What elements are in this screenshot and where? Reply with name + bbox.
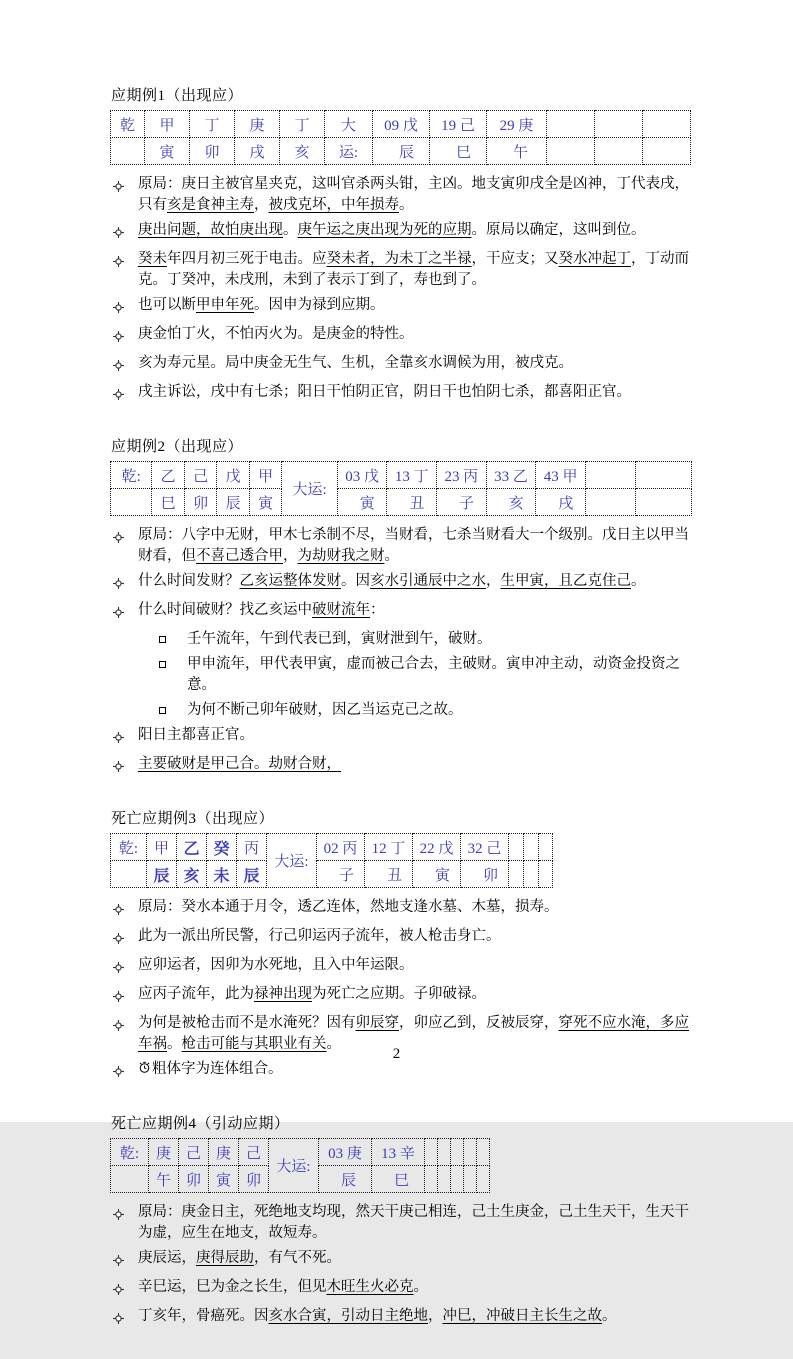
text-segment: 亥水引通辰中之水 — [370, 573, 486, 589]
sub-bullet-item — [156, 652, 692, 698]
target-cross-icon — [113, 955, 138, 980]
pillar-cell: 寅 — [337, 489, 387, 516]
bullet-text — [138, 984, 692, 1009]
text-segment: 生甲寅，且乙克住己 — [500, 573, 631, 589]
text-segment: 应丙子流年，此为 — [138, 986, 254, 1002]
text-segment: 什么时间发财？ — [138, 573, 240, 589]
four-pillars-table — [110, 461, 692, 516]
pillar-cell: 12 丁 — [365, 834, 413, 861]
text-segment: 粗体字为连体组合。 — [152, 1061, 283, 1077]
pillar-cell: 运: — [325, 138, 373, 165]
empty-cell — [636, 462, 692, 489]
bullet-text — [138, 955, 692, 980]
empty-cell — [111, 138, 145, 165]
pillar-cell: 甲 — [147, 834, 177, 861]
pillar-cell: 亥 — [177, 861, 207, 888]
pillar-cell: 大运: — [267, 834, 317, 888]
text-segment: 。 — [384, 548, 399, 564]
target-cross-icon — [113, 926, 138, 951]
pillar-cell: 乾 — [111, 111, 145, 138]
empty-cell — [111, 861, 147, 888]
bullet-text — [138, 353, 692, 378]
bullet-item — [110, 752, 692, 781]
pillar-cell: 33 乙 — [486, 462, 536, 489]
bullet-text — [138, 754, 692, 779]
empty-cell — [438, 1166, 451, 1193]
document-content — [110, 84, 692, 1359]
target-cross-icon — [113, 600, 138, 625]
pillar-cell: 卯 — [179, 1166, 209, 1193]
pillar-cell: 乾: — [111, 1139, 149, 1166]
text-segment: 亥水合寅，引动日主绝地 — [268, 1308, 428, 1324]
empty-cell — [595, 138, 643, 165]
target-cross-icon — [113, 725, 138, 750]
bullet-text — [138, 897, 692, 922]
empty-cell — [585, 489, 636, 516]
text-segment: 卯辰穿 — [355, 1015, 399, 1031]
page-number: 2 — [392, 1046, 401, 1062]
pillar-cell: 大运: — [282, 462, 337, 516]
text-segment: 木旺生火必克 — [326, 1279, 414, 1295]
text-segment: ，干应支；又 — [471, 251, 559, 267]
section-title: 死亡应期例4（引动应期） — [111, 1116, 290, 1132]
target-cross-icon — [113, 571, 138, 596]
bullet-text — [138, 249, 692, 291]
text-segment: ， — [428, 1308, 443, 1324]
pillar-cell: 乙 — [152, 462, 185, 489]
pillar-cell: 丁 — [190, 111, 235, 138]
bullet-text — [187, 629, 692, 650]
bullet-text — [138, 1277, 692, 1302]
pillar-cell: 乾: — [111, 462, 152, 489]
pillar-cell: 亥 — [486, 489, 536, 516]
bullet-text — [138, 571, 692, 596]
bullet-item — [110, 598, 692, 627]
empty-cell — [451, 1139, 464, 1166]
pillar-cell: 乙 — [177, 834, 207, 861]
text-segment: 为死亡之应期。子卯破禄。 — [312, 986, 486, 1002]
bullet-text — [138, 1306, 692, 1331]
pillar-cell: 甲 — [249, 462, 282, 489]
empty-cell — [509, 861, 524, 888]
text-segment: 庚金怕丁火，不怕丙火为。是庚金的特性。 — [138, 326, 414, 342]
section-title: 应期例2（出现应） — [111, 439, 244, 455]
text-segment: 癸水冲起丁 — [558, 251, 631, 267]
pillar-cell: 卯 — [239, 1166, 269, 1193]
text-segment: 也可以断 — [138, 297, 196, 313]
text-segment: ，卯应乙到，反被辰穿， — [399, 1015, 559, 1031]
pillar-cell: 午 — [487, 138, 547, 165]
text-segment: 原局：庚日主被官星夹克，这叫官杀两头钳，主凶。地支寅卯戌全是凶神，丁代表戌，只有 — [138, 176, 689, 213]
bullet-item — [110, 1246, 692, 1275]
bullet-item — [110, 1304, 692, 1333]
pillar-cell: 辰 — [147, 861, 177, 888]
pillar-cell: 23 丙 — [437, 462, 487, 489]
pillar-cell: 19 己 — [430, 111, 487, 138]
bullet-list — [110, 1200, 692, 1333]
pillar-cell: 辰 — [319, 1166, 372, 1193]
target-cross-icon — [113, 220, 138, 245]
text-segment: 壬午流年，午到代表已到，寅财泄到午，破财。 — [187, 631, 492, 647]
target-cross-icon — [113, 324, 138, 349]
pillar-cell: 大运: — [269, 1139, 319, 1193]
text-segment: 阳日主都喜正官。 — [138, 727, 254, 743]
empty-cell — [464, 1139, 477, 1166]
text-segment: 冲巳，冲破日主长生之故 — [442, 1308, 602, 1324]
table-row — [111, 138, 691, 165]
bullet-item — [110, 351, 692, 380]
empty-cell — [643, 111, 691, 138]
bullet-text — [138, 295, 692, 320]
pillar-cell: 丁 — [280, 111, 325, 138]
pillar-cell: 丑 — [387, 489, 437, 516]
pillar-cell: 子 — [437, 489, 487, 516]
text-segment: 辛巳运，巳为金之长生，但见 — [138, 1279, 327, 1295]
pillar-cell: 03 庚 — [319, 1139, 372, 1166]
pillar-cell: 卯 — [184, 489, 217, 516]
target-cross-icon — [113, 1248, 138, 1273]
text-segment: 为劫财我之财 — [297, 548, 385, 564]
pillar-cell: 丙 — [237, 834, 267, 861]
bullet-text — [138, 174, 692, 216]
pillar-cell: 29 庚 — [487, 111, 547, 138]
pillar-cell: 大 — [325, 111, 373, 138]
bullet-list — [110, 172, 692, 409]
section-4 — [110, 1112, 692, 1333]
text-segment: 亥为寿元星。局中庚金无生气、生机，全靠亥水调候为用，被戌克。 — [138, 355, 573, 371]
pillar-cell: 02 丙 — [317, 834, 365, 861]
bullet-item — [110, 172, 692, 218]
bullet-item — [110, 982, 692, 1011]
pillar-cell: 庚 — [209, 1139, 239, 1166]
bullet-item — [110, 218, 692, 247]
section-1 — [110, 84, 692, 409]
text-segment: 年四月初三死于电击。应 — [167, 251, 327, 267]
pillar-cell: 43 甲 — [536, 462, 586, 489]
empty-cell — [595, 111, 643, 138]
empty-cell — [643, 138, 691, 165]
pillar-cell: 午 — [149, 1166, 179, 1193]
text-segment: 。 — [413, 1279, 428, 1295]
empty-cell — [111, 489, 152, 516]
empty-cell — [477, 1166, 490, 1193]
pillar-cell: 巳 — [152, 489, 185, 516]
sub-bullet-item — [156, 698, 692, 723]
bullet-text — [187, 654, 692, 696]
four-pillars-table — [110, 833, 553, 888]
pillar-cell: 辰 — [217, 489, 250, 516]
bullet-item — [110, 924, 692, 953]
section-title: 死亡应期例3（出现应） — [111, 811, 275, 827]
pillar-cell: 13 辛 — [372, 1139, 425, 1166]
bullet-item — [110, 247, 692, 293]
text-segment: 甲申流年，甲代表甲寅，虚而被己合去，主破财。寅申冲主动，动资金投资之意。 — [187, 656, 680, 693]
pillar-cell: 乾: — [111, 834, 147, 861]
four-pillars-table — [110, 1138, 490, 1193]
bullet-item — [110, 1275, 692, 1304]
text-segment: ： — [370, 602, 385, 618]
pillar-cell: 03 戊 — [337, 462, 387, 489]
bullet-item — [110, 322, 692, 351]
text-segment: 。 — [283, 222, 298, 238]
pillar-cell: 亥 — [280, 138, 325, 165]
text-segment: 戌主诉讼，戌中有七杀；阳日干怕阴正官，阴日干也怕阴七杀，都喜阳正官。 — [138, 384, 631, 400]
empty-cell — [636, 489, 692, 516]
pillar-cell: 己 — [184, 462, 217, 489]
empty-cell — [547, 138, 595, 165]
pillar-cell: 戌 — [536, 489, 586, 516]
text-segment: 破财流年 — [312, 602, 370, 618]
target-cross-icon — [113, 353, 138, 378]
pillar-cell: 甲 — [145, 111, 190, 138]
pillar-cell: 32 己 — [461, 834, 509, 861]
pillar-cell: 寅 — [145, 138, 190, 165]
empty-cell — [539, 834, 553, 861]
text-segment: 应卯运者，因卯为水死地，且入中年运限。 — [138, 957, 414, 973]
target-cross-icon — [113, 984, 138, 1009]
bullet-text — [138, 382, 692, 407]
text-segment: 。因申为禄到应期。 — [254, 297, 385, 313]
bullet-item — [110, 523, 692, 569]
text-segment: 甲申年死 — [196, 297, 254, 313]
pillar-cell: 戊 — [217, 462, 250, 489]
pillar-cell: 庚 — [235, 111, 280, 138]
table-row — [111, 489, 692, 516]
target-cross-icon — [113, 897, 138, 922]
hollow-square-icon — [159, 654, 187, 696]
text-segment: 庚得辰助 — [196, 1250, 254, 1266]
text-segment: 。 — [326, 1036, 341, 1052]
bullet-text — [138, 926, 692, 951]
pillar-cell: 未 — [207, 861, 237, 888]
text-segment: 。 — [602, 1308, 617, 1324]
table-row — [111, 861, 553, 888]
text-segment: 丁亥年，骨癌死。因 — [138, 1308, 269, 1324]
target-cross-icon — [113, 1277, 138, 1302]
pillar-cell: 己 — [239, 1139, 269, 1166]
text-segment: 枪击可能与其职业有关 — [181, 1036, 327, 1052]
text-segment: 被戌克坏，中年损寿 — [268, 197, 399, 213]
table-row — [111, 111, 691, 138]
bullet-text — [138, 1202, 692, 1244]
text-segment: 。 — [631, 573, 646, 589]
hollow-square-icon — [159, 629, 187, 650]
bullet-text — [138, 725, 692, 750]
empty-cell — [547, 111, 595, 138]
text-segment: 禄神出现 — [254, 986, 312, 1002]
pillar-cell: 卯 — [461, 861, 509, 888]
text-segment: ， — [254, 197, 269, 213]
bullet-text — [138, 1248, 692, 1273]
pillar-cell: 22 戊 — [413, 834, 461, 861]
pillar-cell: 09 戊 — [373, 111, 430, 138]
empty-cell — [451, 1166, 464, 1193]
text-segment: 。原局以确定，这叫到位。 — [471, 222, 646, 238]
target-cross-icon — [113, 174, 138, 216]
empty-cell — [539, 861, 553, 888]
text-segment: 原局：癸水本通于月令，透乙连体，然地支逢水墓、木墓，损寿。 — [138, 899, 559, 915]
pillar-cell: 丑 — [365, 861, 413, 888]
text-segment: 此为一派出所民警，行己卯运丙子流年，被人枪击身亡。 — [138, 928, 501, 944]
bullet-text — [138, 525, 692, 567]
text-segment: 穿死不应水淹，多应车祸 — [138, 1015, 689, 1052]
bullet-list — [110, 523, 692, 781]
target-cross-icon — [113, 1202, 138, 1244]
table-row — [111, 462, 692, 489]
pillar-cell: 寅 — [209, 1166, 239, 1193]
text-segment: ， — [283, 548, 298, 564]
text-segment: 乙亥运整体发财 — [239, 573, 341, 589]
section-title: 应期例1（出现应） — [111, 88, 244, 104]
table-row — [111, 834, 553, 861]
text-segment: 癸未 — [138, 251, 167, 267]
text-segment: 亥是食神主寿 — [167, 197, 254, 213]
bullet-item — [110, 293, 692, 322]
table-row — [111, 1139, 490, 1166]
text-segment: 为何是被枪击而不是水淹死？因有 — [138, 1015, 356, 1031]
pillar-cell: 戌 — [235, 138, 280, 165]
section-3 — [110, 807, 692, 1086]
pillar-cell: 辰 — [373, 138, 430, 165]
text-segment: 。因 — [341, 573, 370, 589]
pillar-cell: 巳 — [430, 138, 487, 165]
bullet-text — [138, 324, 692, 349]
pillar-cell: 寅 — [249, 489, 282, 516]
pillar-cell: 己 — [179, 1139, 209, 1166]
text-segment: 主要破财是甲己合。劫财合财， — [138, 756, 341, 772]
text-segment: ， — [486, 573, 501, 589]
bullet-item — [110, 380, 692, 409]
bullet-item — [110, 895, 692, 924]
text-segment: 癸未者，为未丁之半禄 — [326, 251, 472, 267]
pillar-cell: 寅 — [413, 861, 461, 888]
empty-cell — [111, 1166, 149, 1193]
four-pillars-table — [110, 110, 691, 165]
empty-cell — [438, 1139, 451, 1166]
bullet-text — [187, 700, 692, 721]
pillar-cell: 13 丁 — [387, 462, 437, 489]
text-segment: 为何不断己卯年破财，因乙当运克己之故。 — [187, 702, 463, 718]
text-segment: ，有气不死。 — [254, 1250, 341, 1266]
text-segment: 。 — [167, 1036, 182, 1052]
target-cross-icon — [113, 525, 138, 567]
target-cross-icon — [113, 382, 138, 407]
bullet-item — [110, 723, 692, 752]
bullet-item — [110, 1200, 692, 1246]
sub-bullet-item — [156, 627, 692, 652]
pillar-cell: 子 — [317, 861, 365, 888]
text-segment: 原局：庚金日主，死绝地支均现，然天干庚己相连，己土生庚金，己土生天干，生天干为虚，应生在地支，故短寿。 — [138, 1204, 689, 1241]
empty-cell — [585, 462, 636, 489]
text-segment: 什么时间破财？找乙亥运中 — [138, 602, 312, 618]
target-cross-icon — [113, 295, 138, 320]
text-segment: 庚出问题，故怕庚出现 — [138, 222, 283, 238]
section-2 — [110, 435, 692, 781]
empty-cell — [425, 1166, 438, 1193]
empty-cell — [524, 834, 539, 861]
bullet-item — [110, 569, 692, 598]
empty-cell — [477, 1139, 490, 1166]
pillar-cell: 癸 — [207, 834, 237, 861]
bullet-text — [138, 600, 692, 625]
pillar-cell: 庚 — [149, 1139, 179, 1166]
empty-cell — [425, 1139, 438, 1166]
text-segment: 庚辰运， — [138, 1250, 196, 1266]
text-segment: 原局：八字中无财，甲木七杀制不尽，当财看，七杀当财看大一个级别。戊日主以甲当财看，但 — [138, 527, 689, 564]
pillar-cell: 巳 — [372, 1166, 425, 1193]
text-segment: 。 — [399, 197, 414, 213]
text-segment: 不喜己透合甲 — [196, 548, 283, 564]
target-cross-icon — [113, 1306, 138, 1331]
bullet-text — [138, 220, 692, 245]
target-cross-icon — [113, 754, 138, 779]
pillar-cell: 辰 — [237, 861, 267, 888]
text-segment: ，丁动而克。丁癸冲，未戌刑，未到了表示丁到了，寿也到了。 — [138, 251, 689, 288]
empty-cell — [464, 1166, 477, 1193]
text-segment: 庚午运之庚出现为死的应期 — [297, 222, 472, 238]
hollow-square-icon — [159, 700, 187, 721]
bullet-item — [110, 953, 692, 982]
pillar-cell: 卯 — [190, 138, 235, 165]
empty-cell — [524, 861, 539, 888]
empty-cell — [509, 834, 524, 861]
target-cross-icon — [113, 249, 138, 291]
